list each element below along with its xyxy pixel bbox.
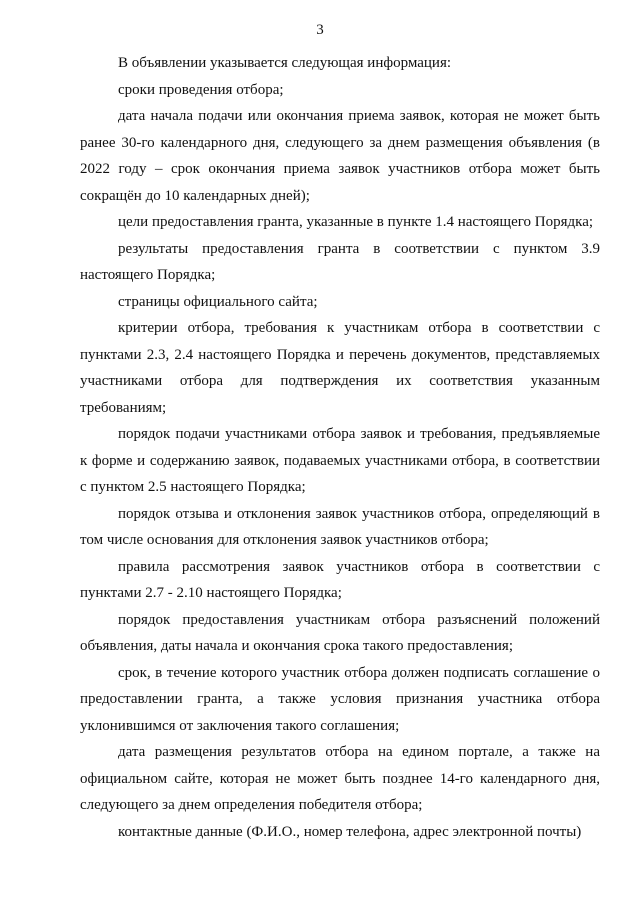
text-line: критерии отбора, требования к участникам отбора в соответствии с xyxy=(118,320,600,336)
text-line: порядок подачи участниками отбора заявок и требования, предъявляемые xyxy=(118,426,600,442)
text-line: сокращён до 10 календарных дней); xyxy=(80,187,310,204)
page-number: 3 xyxy=(316,22,324,38)
paragraph xyxy=(80,554,600,607)
paragraph xyxy=(80,660,600,740)
text-line: пунктами 2.7 - 2.10 настоящего Порядка; xyxy=(80,585,342,601)
text-line: порядок предоставления участникам отбора разъяснений положений xyxy=(118,611,600,628)
text-line: порядок отзыва и отклонения заявок участников отбора, определяющий в xyxy=(118,505,600,522)
paragraph xyxy=(80,209,600,236)
text-line: пунктами 2.3, 2.4 настоящего Порядка и перечень документов, представляемых xyxy=(80,346,600,363)
text-line: срок, в течение которого участник отбора должен подписать соглашение о xyxy=(118,664,600,681)
text-line: к форме и содержанию заявок, подаваемых участниками отбора, в соответствии xyxy=(80,452,600,469)
text-line: том числе основания для отклонения заявок участников отбора; xyxy=(80,532,489,548)
paragraph xyxy=(80,501,600,554)
text-line: страницы официального сайта; xyxy=(118,293,318,310)
text-line: уклонившимся от заключения такого соглашения; xyxy=(80,717,400,734)
text-line: настоящего Порядка; xyxy=(80,267,216,283)
text-line: официальном сайте, которая не может быть позднее 14-го календарного дня, xyxy=(80,770,600,787)
paragraph xyxy=(80,421,600,501)
paragraph xyxy=(80,607,600,660)
text-line: сроки проведения отбора; xyxy=(118,81,284,98)
paragraph xyxy=(80,236,600,289)
paragraph xyxy=(80,289,600,316)
text-line: требованиям; xyxy=(80,399,167,416)
text-line: 2022 году – срок окончания приема заявок участников отбора может быть xyxy=(80,161,600,177)
paragraph xyxy=(80,739,600,819)
paragraph xyxy=(80,50,600,77)
text-line: предоставлении гранта, а также условия признания участника отбора xyxy=(80,691,600,707)
text-line: цели предоставления гранта, указанные в пункте 1.4 настоящего Порядка; xyxy=(118,214,594,230)
text-line: В объявлении указывается следующая информация: xyxy=(118,55,452,71)
text-line: контактные данные (Ф.И.О., номер телефона, адрес электронной почты) xyxy=(118,823,582,840)
text-line: дата размещения результатов отбора на едином портале, а также на xyxy=(118,744,600,760)
text-line: с пунктом 2.5 настоящего Порядка; xyxy=(80,479,306,495)
paragraph xyxy=(80,77,600,104)
text-line: ранее 30-го календарного дня, следующего за днем размещения объявления (в xyxy=(80,134,600,151)
text-line: дата начала подачи или окончания приема заявок, которая не может быть xyxy=(118,108,600,124)
text-line: следующего за днем определения победителя отбора; xyxy=(80,797,423,813)
paragraph xyxy=(80,819,600,846)
text-line: объявления, даты начала и окончания срока такого предоставления; xyxy=(80,638,514,654)
text-line: участниками отбора для подтверждения их соответствия указанным xyxy=(80,373,600,389)
paragraph xyxy=(80,103,600,209)
text-line: правила рассмотрения заявок участников отбора в соответствии с xyxy=(118,558,600,575)
text-line: результаты предоставления гранта в соответствии с пунктом 3.9 xyxy=(118,240,600,257)
document-body xyxy=(80,50,600,845)
paragraph xyxy=(80,315,600,421)
